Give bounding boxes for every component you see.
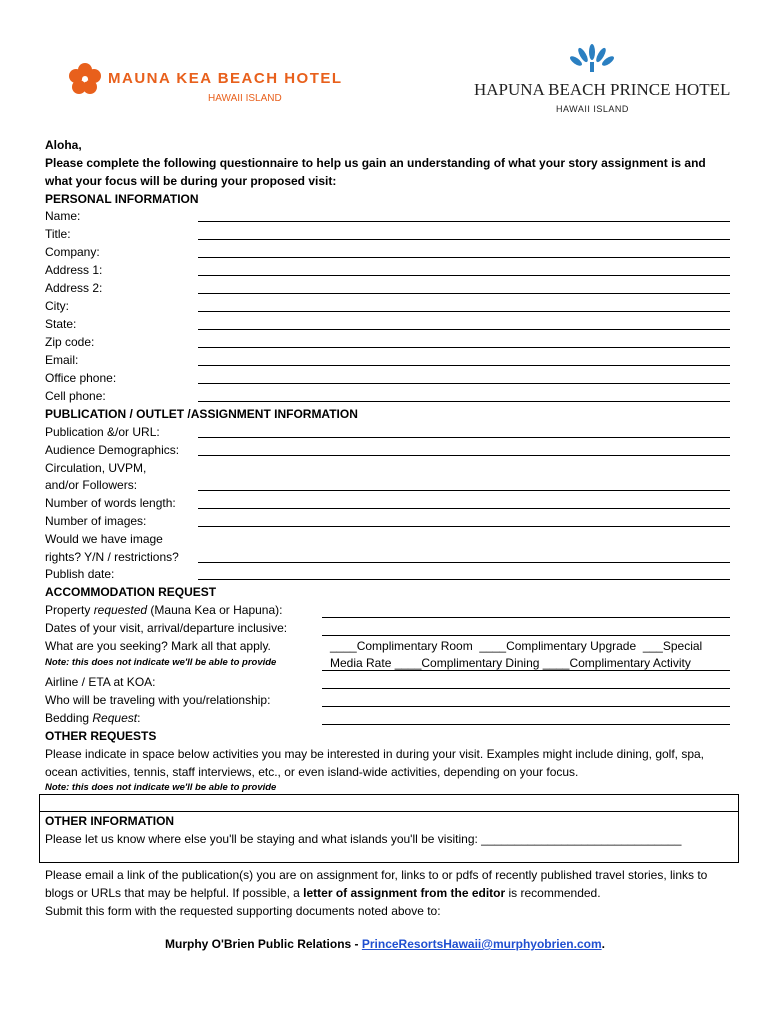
other-requests-text: Please indicate in space below activities you may be interested in during your visit. Examples might include dining, golf, spa, ocean activities, tennis, staff interviews, etc., or even island-wide activities, depending on your focus.: [45, 747, 705, 779]
personal-field-input[interactable]: [198, 257, 730, 258]
hapuna-name: HAPUNA BEACH PRINCE HOTEL: [474, 80, 731, 99]
publication-field-label: Publish date:: [45, 567, 115, 582]
publication-field-label: and/or Followers:: [45, 478, 138, 493]
dates-label: Dates of your visit, arrival/departure inclusive:: [45, 621, 288, 635]
publication-field-label: Would we have image: [45, 531, 163, 546]
publication-field-label: rights? Y/N / restrictions?: [45, 549, 179, 564]
submit-text: Submit this form with the requested supporting documents noted above to:: [45, 904, 441, 918]
personal-field-label: Address 2:: [45, 281, 103, 295]
publication-field-label: Number of words length:: [45, 496, 176, 511]
bedding-label-b: Request: [92, 711, 138, 725]
hapuna-logo: [470, 44, 731, 119]
bedding-input[interactable]: [322, 724, 730, 725]
publication-field-label: Circulation, UVPM,: [45, 460, 147, 475]
contact-email-link[interactable]: PrinceResortsHawaii@murphyobrien.com: [361, 937, 602, 951]
contact-line: [0, 935, 770, 953]
personal-field-label: Email:: [45, 353, 79, 367]
personal-field-input[interactable]: [198, 383, 730, 384]
personal-field-input[interactable]: [198, 239, 730, 240]
contact-period: .: [601, 937, 605, 951]
seeking-options-1[interactable]: ____Complimentary Room ____Complimentary Upgrade ___Special: [330, 639, 703, 653]
closing-text-bold: letter of assignment from the editor: [303, 886, 506, 900]
personal-field-label: Company:: [45, 245, 100, 259]
personal-heading: PERSONAL INFORMATION: [45, 192, 199, 206]
property-input[interactable]: [322, 617, 730, 618]
closing-text: [45, 866, 735, 902]
personal-field-input[interactable]: [198, 401, 730, 402]
personal-field-input[interactable]: [198, 347, 730, 348]
flower-icon: [68, 62, 102, 96]
bedding-label: [45, 709, 140, 727]
hapuna-sub: HAWAII ISLAND: [556, 104, 629, 114]
fan-palm-icon: [570, 44, 614, 72]
other-info-text[interactable]: Please let us know where else you'll be staying and what islands you'll be visiting: ______________________________: [45, 832, 682, 846]
seeking-options-2[interactable]: Media Rate ____Complimentary Dining ____Complimentary Activity: [330, 656, 691, 670]
property-label-c: (Mauna Kea or Hapuna):: [147, 603, 283, 617]
intro-text: Please complete the following questionnaire to help us gain an understanding of what your story assignment is and what your focus will be during your proposed visit:: [45, 156, 706, 188]
property-label-b: requested: [93, 603, 148, 617]
accommodation-heading: ACCOMMODATION REQUEST: [45, 585, 217, 599]
publication-field-input[interactable]: [198, 526, 730, 527]
personal-field-label: Name:: [45, 209, 81, 223]
contact-name: Murphy O'Brien Public Relations -: [165, 937, 362, 951]
personal-field-label: Cell phone:: [45, 389, 106, 403]
mauna-kea-logo: [68, 62, 398, 112]
publication-field-label: Number of images:: [45, 514, 147, 528]
traveling-input[interactable]: [322, 706, 730, 707]
personal-field-input[interactable]: [198, 311, 730, 312]
publication-field-input[interactable]: [198, 455, 730, 456]
other-requests-note: Note: this does not indicate we'll be able to provide: [45, 782, 277, 793]
publication-field-label: Publication &/or URL:: [45, 425, 160, 439]
seeking-rule: [322, 670, 730, 671]
personal-field-input[interactable]: [198, 221, 730, 222]
publication-field-input[interactable]: [198, 490, 730, 491]
traveling-label: Who will be traveling with you/relationship:: [45, 693, 271, 707]
airline-input[interactable]: [322, 688, 730, 689]
property-label-a: Property: [45, 603, 94, 617]
mauna-kea-name: MAUNA KEA BEACH HOTEL: [108, 70, 343, 87]
publication-field-input[interactable]: [198, 437, 730, 438]
property-label: [45, 601, 282, 619]
seeking-note: Note: this does not indicate we'll be able to provide: [45, 657, 277, 668]
publication-field-input[interactable]: [198, 579, 730, 580]
publication-field-input[interactable]: [198, 508, 730, 509]
bedding-label-c: :: [137, 711, 141, 725]
publication-field-label: Audience Demographics:: [45, 442, 180, 457]
personal-field-input[interactable]: [198, 275, 730, 276]
other-requests-heading: OTHER REQUESTS: [45, 729, 157, 743]
personal-field-label: Office phone:: [45, 371, 117, 385]
personal-field-input[interactable]: [198, 329, 730, 330]
personal-field-label: State:: [45, 317, 77, 331]
personal-field-label: Zip code:: [45, 335, 95, 349]
personal-field-label: City:: [45, 299, 69, 313]
closing-text-a: Please email a link of the publication(s) you are on assignment for, links to or pdfs of recently published travel stories, links to blogs or URLs that may be helpful. If possible, a: [45, 868, 708, 900]
bedding-label-a: Bedding: [45, 711, 93, 725]
dates-input[interactable]: [322, 635, 730, 636]
mauna-kea-sub: HAWAII ISLAND: [208, 93, 282, 104]
seeking-label: What are you seeking? Mark all that apply.: [45, 639, 271, 653]
personal-field-input[interactable]: [198, 293, 730, 294]
personal-field-input[interactable]: [198, 365, 730, 366]
closing-text-b: is recommended.: [505, 886, 601, 900]
personal-field-label: Title:: [45, 227, 71, 241]
greeting: Aloha,: [45, 138, 82, 152]
publication-field-input[interactable]: [198, 562, 730, 563]
other-info-heading: OTHER INFORMATION: [45, 814, 175, 828]
publication-heading: PUBLICATION / OUTLET /ASSIGNMENT INFORMATION: [45, 407, 358, 421]
personal-field-label: Address 1:: [45, 263, 103, 277]
airline-label: Airline / ETA at KOA:: [45, 675, 156, 689]
